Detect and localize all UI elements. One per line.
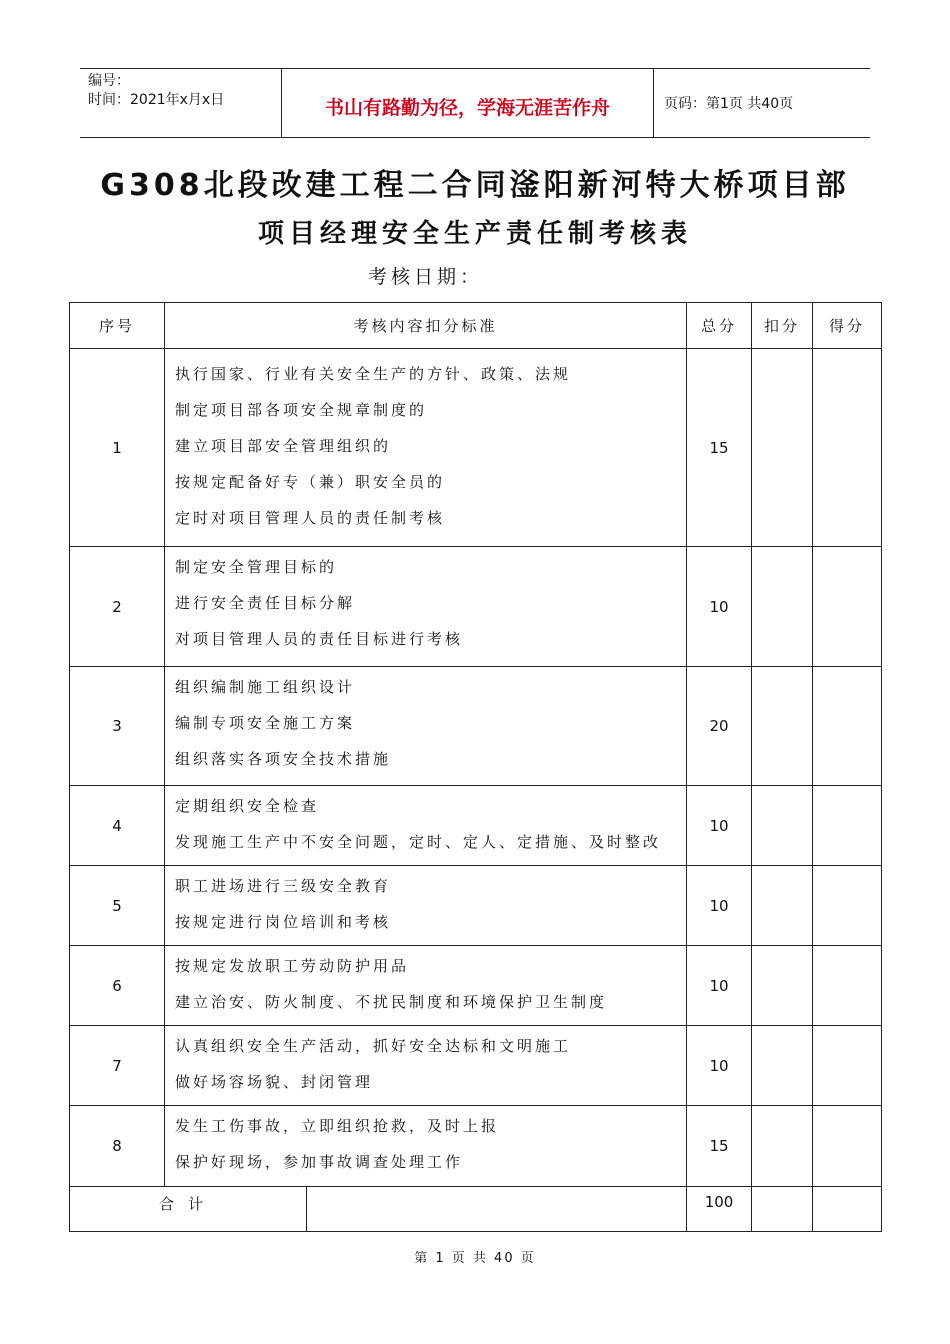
content-line: 建立项目部安全管理组织的 — [175, 437, 392, 455]
row-content — [165, 866, 687, 946]
row-score-cell — [813, 1106, 882, 1187]
content-line: 按规定进行岗位培训和考核 — [175, 913, 392, 931]
row-total-score: 10 — [687, 786, 752, 866]
content-line: 认真组织安全生产活动，抓好安全达标和文明施工 — [175, 1037, 572, 1055]
row-deduct-cell — [752, 866, 813, 946]
row-content — [165, 786, 687, 866]
row-score-cell — [813, 547, 882, 667]
row-seq: 4 — [70, 786, 165, 866]
header-score: 得分 — [813, 303, 882, 349]
code-label: 编号： — [88, 73, 130, 89]
row-total-score: 10 — [687, 866, 752, 946]
row-deduct-cell — [752, 786, 813, 866]
row-seq: 3 — [70, 667, 165, 786]
content-line: 建立治安、防火制度、不扰民制度和环境保护卫生制度 — [175, 993, 608, 1011]
table-row — [70, 946, 882, 1026]
content-line: 定时对项目管理人员的责任制考核 — [175, 509, 446, 527]
content-line: 对项目管理人员的责任目标进行考核 — [175, 630, 464, 648]
header-total: 总分 — [687, 303, 752, 349]
table-header-row — [70, 303, 882, 349]
content-line: 按规定配备好专（兼）职安全员的 — [175, 473, 446, 491]
page-footer: 第 1 页 共 40 页 — [414, 1251, 536, 1266]
content-line: 组织落实各项安全技术措施 — [175, 750, 392, 768]
table-row — [70, 1026, 882, 1106]
header-content: 考核内容扣分标准 — [165, 303, 687, 349]
row-total-score: 10 — [687, 547, 752, 667]
total-score-cell — [813, 1187, 882, 1232]
row-deduct-cell — [752, 1026, 813, 1106]
total-blank-cell — [307, 1187, 687, 1232]
total-deduct-cell — [752, 1187, 813, 1232]
row-seq: 7 — [70, 1026, 165, 1106]
row-deduct-cell — [752, 547, 813, 667]
content-line: 定期组织安全检查 — [175, 797, 320, 815]
row-total-score: 15 — [687, 349, 752, 547]
row-content — [165, 349, 687, 547]
document-title: G308北段改建工程二合同滏阳新河特大桥项目部 — [100, 168, 850, 203]
header-deduct: 扣分 — [752, 303, 813, 349]
content-line: 做好场容场貌、封闭管理 — [175, 1073, 374, 1091]
row-score-cell — [813, 1026, 882, 1106]
content-line: 编制专项安全施工方案 — [175, 714, 356, 732]
content-line: 进行安全责任目标分解 — [175, 594, 356, 612]
assessment-table-body — [70, 303, 882, 1232]
row-score-cell — [813, 667, 882, 786]
row-seq: 5 — [70, 866, 165, 946]
content-line: 组织编制施工组织设计 — [175, 678, 356, 696]
assessment-date-label: 考核日期： — [368, 266, 484, 288]
header-seq: 序号 — [70, 303, 165, 349]
total-row — [70, 1187, 882, 1232]
content-line: 职工进场进行三级安全教育 — [175, 877, 392, 895]
row-score-cell — [813, 866, 882, 946]
row-score-cell — [813, 946, 882, 1026]
row-content — [165, 1106, 687, 1187]
content-line: 按规定发放职工劳动防护用品 — [175, 957, 410, 975]
table-row — [70, 667, 882, 786]
row-deduct-cell — [752, 1106, 813, 1187]
row-total-score: 10 — [687, 1026, 752, 1106]
table-row — [70, 866, 882, 946]
total-value: 100 — [687, 1187, 752, 1232]
row-content — [165, 667, 687, 786]
row-deduct-cell — [752, 946, 813, 1026]
row-total-score: 15 — [687, 1106, 752, 1187]
header-slogan: 书山有路勤为径，学海无涯苦作舟 — [282, 69, 654, 137]
content-line: 保护好现场，参加事故调查处理工作 — [175, 1153, 464, 1171]
assessment-table — [69, 302, 882, 1232]
row-seq: 1 — [70, 349, 165, 547]
row-content — [165, 946, 687, 1026]
table-row — [70, 1106, 882, 1187]
row-content — [165, 1026, 687, 1106]
content-line: 发现施工生产中不安全问题，定时、定人、定措施、及时整改 — [175, 833, 662, 851]
row-deduct-cell — [752, 349, 813, 547]
document-header — [80, 68, 870, 138]
table-row — [70, 349, 882, 547]
row-deduct-cell — [752, 667, 813, 786]
row-total-score: 10 — [687, 946, 752, 1026]
header-meta — [80, 69, 282, 137]
row-seq: 6 — [70, 946, 165, 1026]
content-line: 制定项目部各项安全规章制度的 — [175, 401, 428, 419]
table-row — [70, 786, 882, 866]
content-line: 发生工伤事故，立即组织抢救，及时上报 — [175, 1117, 500, 1135]
row-score-cell — [813, 786, 882, 866]
row-total-score: 20 — [687, 667, 752, 786]
row-score-cell — [813, 349, 882, 547]
row-seq: 2 — [70, 547, 165, 667]
content-line: 执行国家、行业有关安全生产的方针、政策、法规 — [175, 365, 572, 383]
document-subtitle: 项目经理安全生产责任制考核表 — [257, 219, 692, 249]
header-page-info: 页码：第1页 共40页 — [664, 96, 794, 112]
content-line: 制定安全管理目标的 — [175, 558, 338, 576]
time-label: 时间：2021年x月x日 — [88, 92, 225, 108]
row-seq: 8 — [70, 1106, 165, 1187]
row-content — [165, 547, 687, 667]
total-label: 合计 — [70, 1187, 307, 1232]
table-row — [70, 547, 882, 667]
